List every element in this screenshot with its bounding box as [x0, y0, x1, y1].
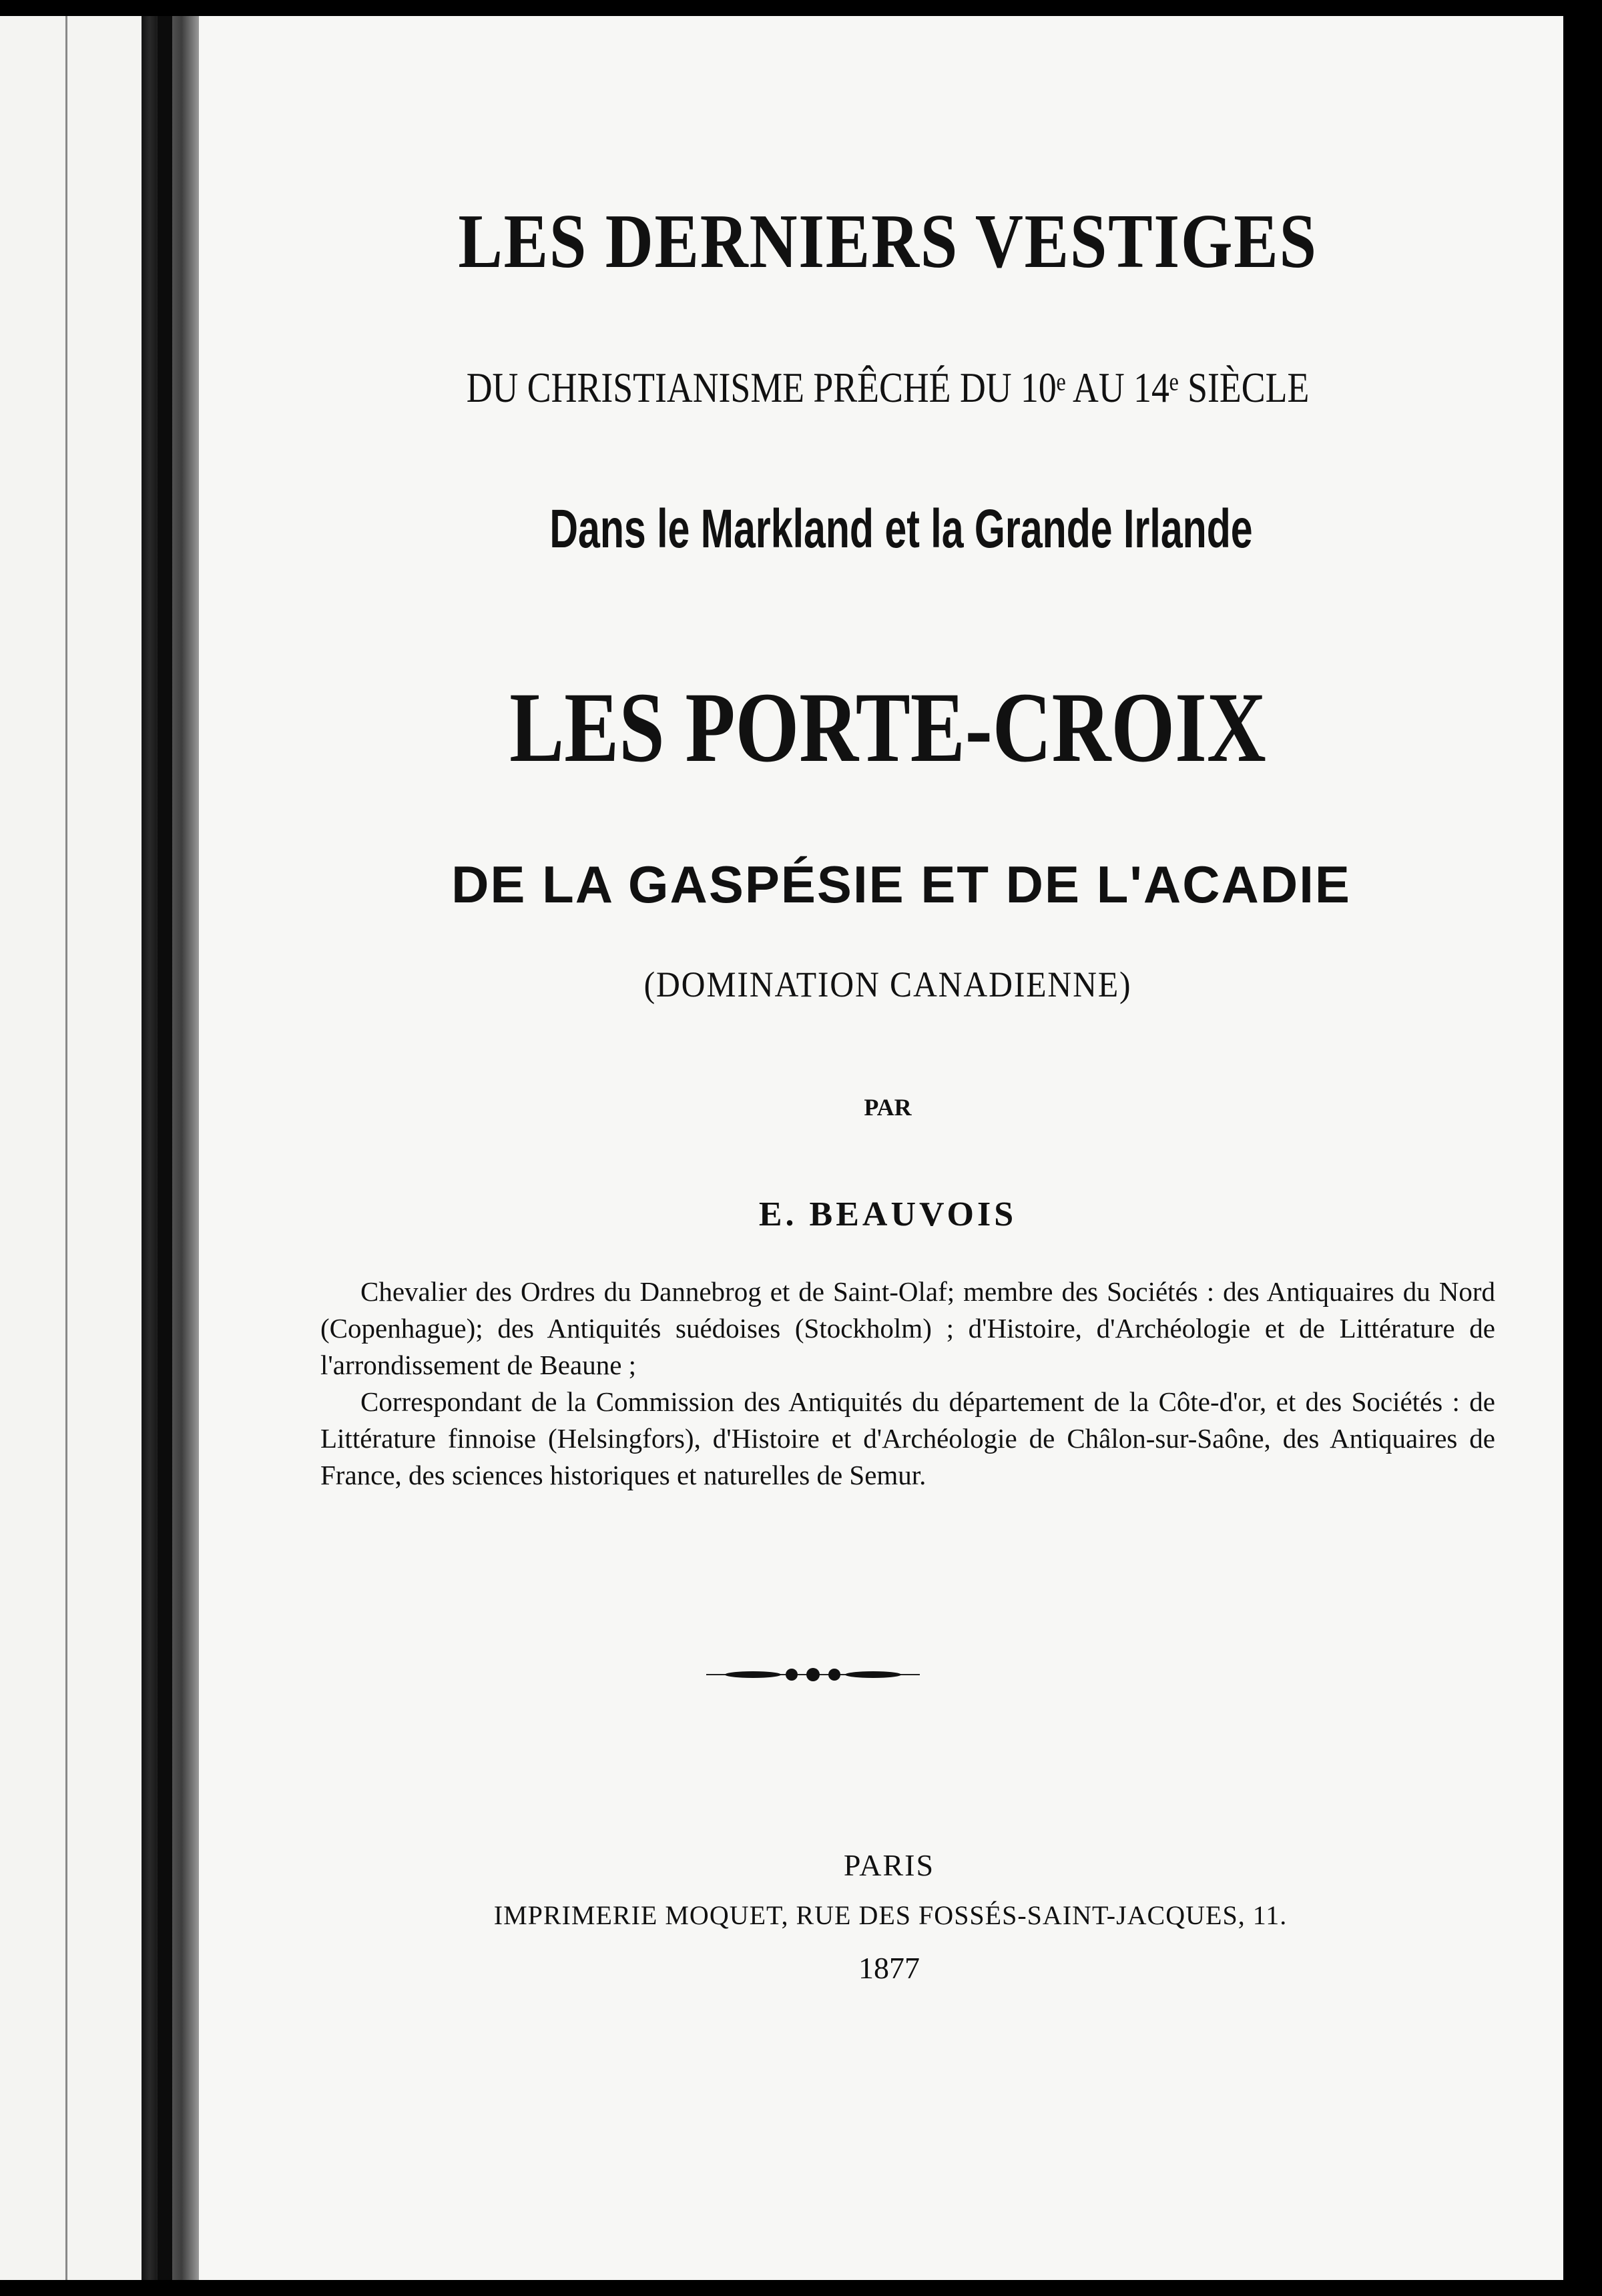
- title-line-1: LES DERNIERS VESTIGES: [458, 199, 1318, 284]
- main-title: LES PORTE-CROIX: [509, 672, 1266, 783]
- imprint-year: 1877: [858, 1951, 920, 1985]
- scan-border-top: [0, 0, 1602, 16]
- scan-border-bottom: [0, 2280, 1602, 2296]
- page-crease: [65, 16, 67, 2280]
- credentials-paragraph-1: Chevalier des Ordres du Dannebrog et de Saint-Olaf; membre des Sociétés : des Antiquaires du Nord (Copenhague); des Antiquités suédoises (Stockholm) ; d'Histoire, d'Archéologie et de Littérature de l'arrondissement de Beaune ;: [320, 1276, 1495, 1380]
- credentials-paragraph-2: Correspondant de la Commission des Antiquités du département de la Côte-d'or, et des Sociétés : de Littérature finnoise (Helsingfors), d'Histoire et d'Archéologie de Châlon-sur-Saône, des Antiquaires de France, des sciences historiques et naturelles de Semur.: [320, 1386, 1495, 1490]
- previous-page-edge: [0, 16, 147, 2280]
- imprint-printer: IMPRIMERIE MOQUET, RUE DES FOSSÉS-SAINT-JACQUES, 11.: [493, 1900, 1288, 1930]
- ornament-divider: [706, 1665, 920, 1685]
- title-line-3: Dans le Markland et la Grande Irlande: [549, 499, 1253, 559]
- by-label: PAR: [864, 1094, 912, 1121]
- subtitle: DE LA GASPÉSIE ET DE L'ACADIE: [451, 855, 1351, 914]
- title-page: [199, 16, 1563, 2280]
- author-credentials: [320, 1273, 1495, 1494]
- imprint-city: PARIS: [843, 1848, 935, 1882]
- author-name: E. BEAUVOIS: [758, 1195, 1017, 1233]
- book-spine: [142, 16, 199, 2280]
- title-line-2: DU CHRISTIANISME PRÊCHÉ DU 10ᵉ AU 14ᵉ SIÈCLE: [466, 364, 1310, 411]
- parenthetical-subtitle: (DOMINATION CANADIENNE): [643, 964, 1132, 1005]
- spine-shadow: [158, 16, 172, 2280]
